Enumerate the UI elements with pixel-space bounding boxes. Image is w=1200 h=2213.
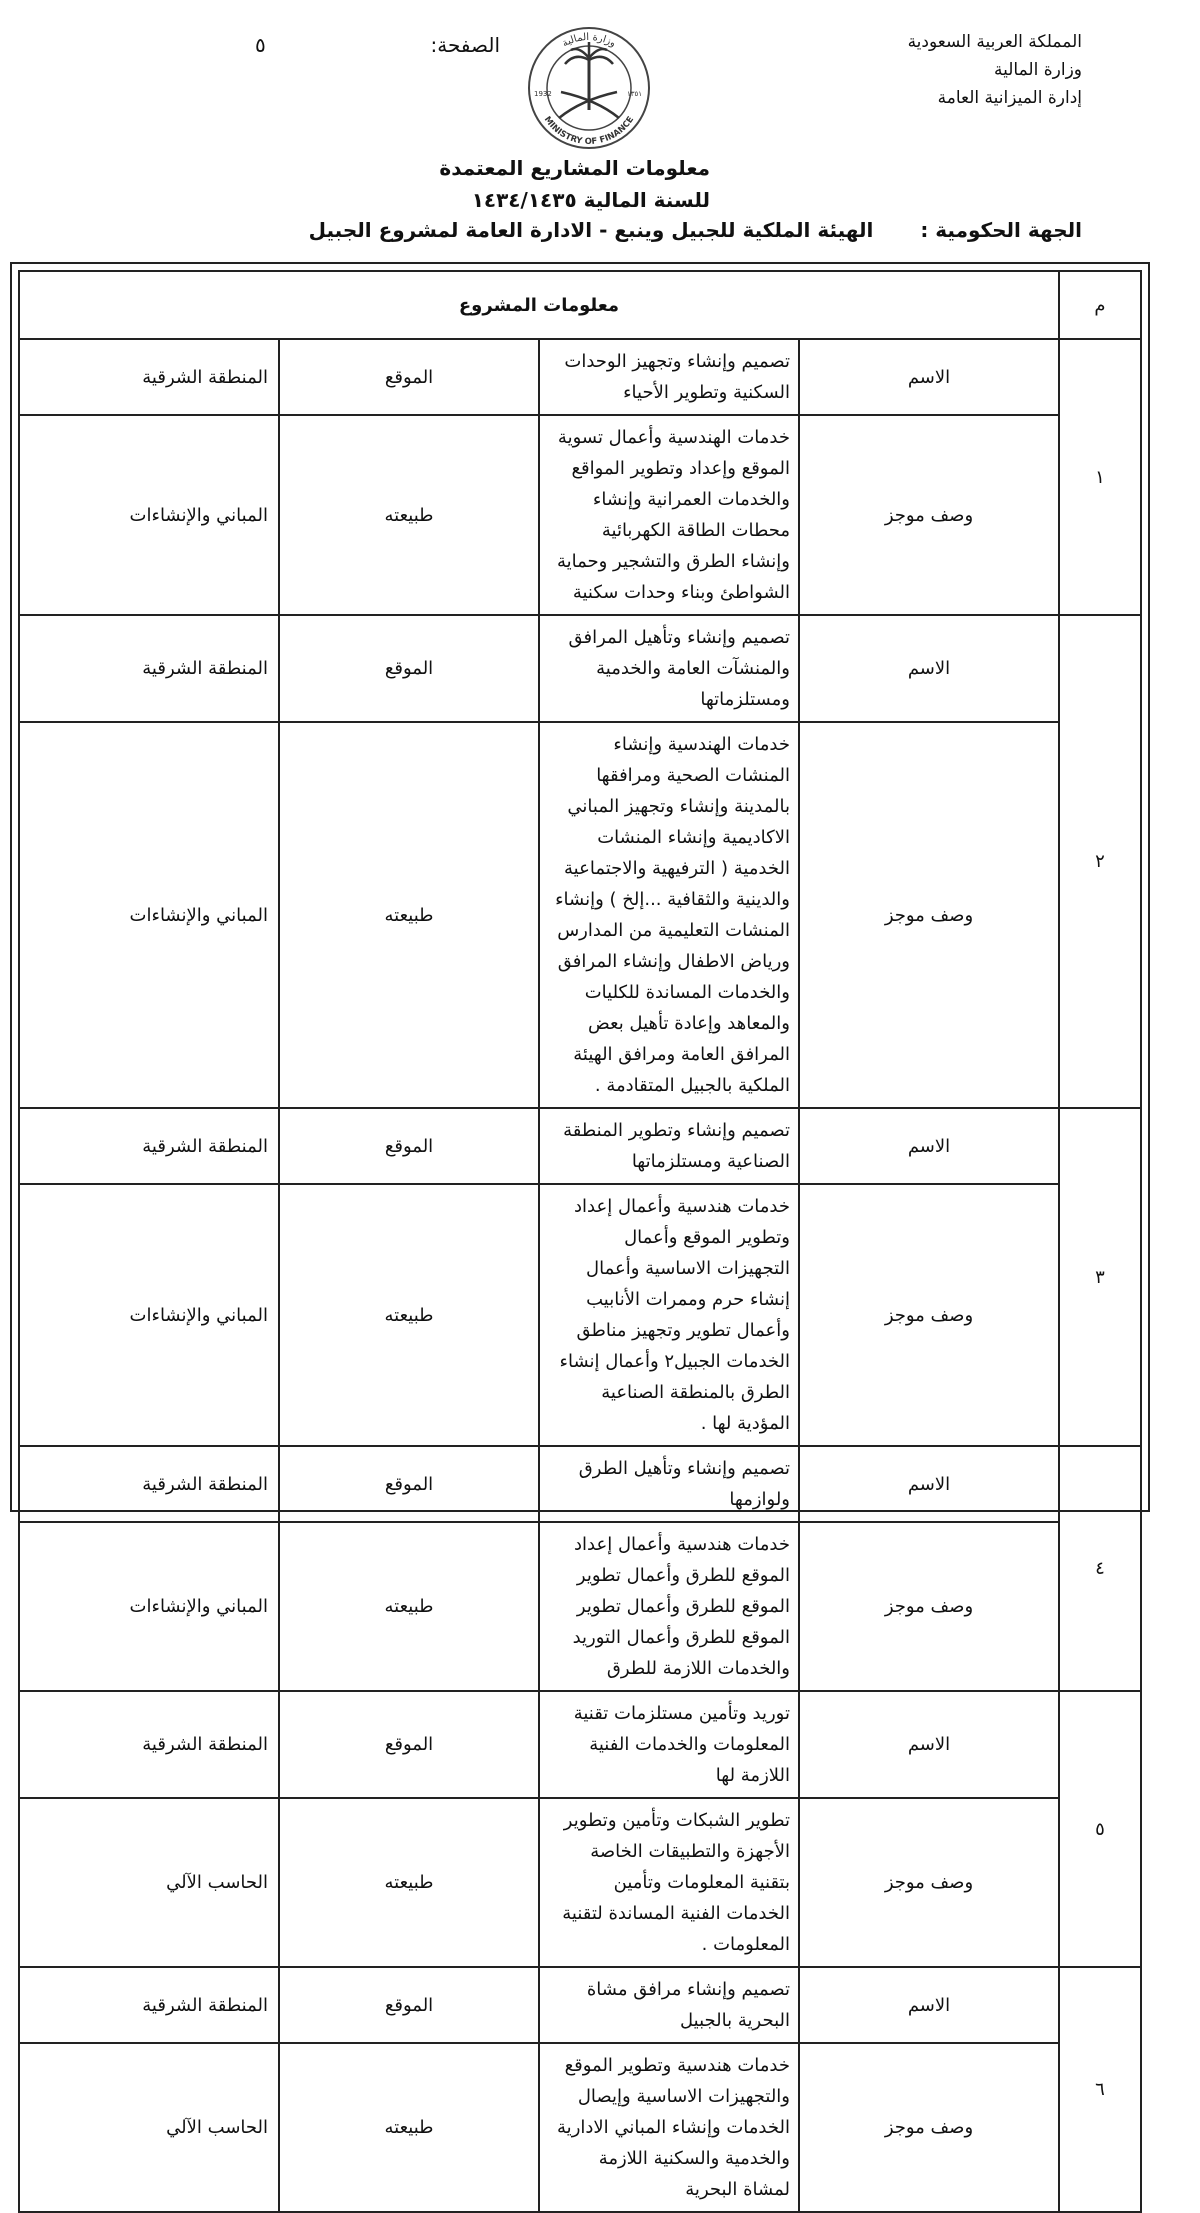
agency-line — [309, 218, 1082, 242]
project-description-row — [19, 415, 1141, 615]
nature-label: طبيعته — [279, 722, 539, 1108]
project-name-row — [19, 339, 1141, 415]
project-name-row — [19, 1108, 1141, 1184]
project-location: المنطقة الشرقية — [19, 1108, 279, 1184]
project-index: ٢ — [1059, 615, 1141, 1108]
project-location: المنطقة الشرقية — [19, 1691, 279, 1798]
location-label: الموقع — [279, 1108, 539, 1184]
info-column-header: معلومات المشروع — [19, 271, 1059, 339]
ministry-name: وزارة المالية — [994, 60, 1082, 80]
ministry-seal-logo — [519, 22, 659, 152]
nature-label: طبيعته — [279, 1184, 539, 1446]
project-description: خدمات هندسية وتطوير الموقع والتجهيزات الاساسية وإيصال الخدمات وإنشاء المباني الادارية والخدمية والسكنية اللازمة لمشاة البحرية — [539, 2043, 799, 2212]
project-description: خدمات هندسية وأعمال إعداد وتطوير الموقع وأعمال التجهيزات الاساسية وأعمال إنشاء حرم وممرات الأنابيب وأعمال تطوير وتجهيز مناطق الخدمات الجبيل٢ وأعمال إنشاء الطرق بالمنطقة الصناعية المؤدية لها . — [539, 1184, 799, 1446]
project-description: خدمات الهندسية وإنشاء المنشات الصحية ومرافقها بالمدينة وإنشاء وتجهيز المباني الاكاديمية وإنشاء المنشات الخدمية ( الترفيهية والاجتماعية والدينية والثقافية ...إلخ ) وإنشاء المنشات التعليمية من المدارس ورياض الاطفال وإنشاء المرافق والخدمات المساندة للكليات والمعاهد وإعادة تأهيل بعض المرافق العامة ومرافق الهيئة الملكية بالجبيل المتقادمة . — [539, 722, 799, 1108]
project-name-row — [19, 615, 1141, 722]
project-description: تطوير الشبكات وتأمين وتطوير الأجهزة والتطبيقات الخاصة بتقنية المعلومات وتأمين الخدمات الفنية المساندة لتقنية المعلومات . — [539, 1798, 799, 1967]
project-name-row — [19, 1967, 1141, 2043]
nature-label: طبيعته — [279, 415, 539, 615]
seal-arabic-text: وزارة المالية — [560, 31, 618, 50]
field-label-description: وصف موجز — [799, 1184, 1059, 1446]
project-nature: المباني والإنشاءات — [19, 722, 279, 1108]
field-label-description: وصف موجز — [799, 1798, 1059, 1967]
nature-label: طبيعته — [279, 1798, 539, 1967]
agency-label: الجهة الحكومية : — [920, 218, 1082, 242]
project-nature: الحاسب الآلي — [19, 2043, 279, 2212]
project-description-row — [19, 1798, 1141, 1967]
project-index: ٤ — [1059, 1446, 1141, 1691]
project-location: المنطقة الشرقية — [19, 615, 279, 722]
field-label-description: وصف موجز — [799, 722, 1059, 1108]
project-index: ٦ — [1059, 1967, 1141, 2212]
project-description: خدمات الهندسية وأعمال تسوية الموقع وإعداد وتطوير المواقع والخدمات العمرانية وإنشاء محطات الطاقة الكهربائية وإنشاء الطرق والتشجير وحماية الشواطئ وبناء وحدات سكنية — [539, 415, 799, 615]
seal-year-left: 1932 — [534, 90, 552, 98]
kingdom-name: المملكة العربية السعودية — [907, 32, 1082, 52]
page-number: ٥ — [255, 33, 266, 57]
project-description-row — [19, 1522, 1141, 1691]
projects-table — [18, 270, 1142, 2213]
seal-english-text: MINISTRY OF FINANCE — [541, 114, 637, 148]
location-label: الموقع — [279, 1967, 539, 2043]
table-header-row — [19, 271, 1141, 339]
project-location: المنطقة الشرقية — [19, 339, 279, 415]
project-nature: المباني والإنشاءات — [19, 1184, 279, 1446]
field-label-name: الاسم — [799, 339, 1059, 415]
project-index: ٥ — [1059, 1691, 1141, 1967]
project-name: تصميم وإنشاء وتطوير المنطقة الصناعية ومستلزماتها — [539, 1108, 799, 1184]
project-name: توريد وتأمين مستلزمات تقنية المعلومات والخدمات الفنية اللازمة لها — [539, 1691, 799, 1798]
field-label-name: الاسم — [799, 615, 1059, 722]
project-description-row — [19, 2043, 1141, 2212]
seal-icon — [519, 22, 659, 152]
nature-label: طبيعته — [279, 1522, 539, 1691]
location-label: الموقع — [279, 339, 539, 415]
field-label-description: وصف موجز — [799, 1522, 1059, 1691]
project-name-row — [19, 1446, 1141, 1522]
letterhead — [908, 28, 1082, 112]
nature-label: طبيعته — [279, 2043, 539, 2212]
location-label: الموقع — [279, 615, 539, 722]
title-line-1: معلومات المشاريع المعتمدة — [439, 156, 710, 180]
project-location: المنطقة الشرقية — [19, 1967, 279, 2043]
document-title — [420, 152, 710, 216]
location-label: الموقع — [279, 1446, 539, 1522]
field-label-name: الاسم — [799, 1108, 1059, 1184]
project-name: تصميم وإنشاء وتأهيل الطرق ولوازمها — [539, 1446, 799, 1522]
field-label-name: الاسم — [799, 1446, 1059, 1522]
project-name: تصميم وإنشاء وتأهيل المرافق والمنشآت العامة والخدمية ومستلزماتها — [539, 615, 799, 722]
page-indicator — [255, 33, 500, 57]
project-description-row — [19, 722, 1141, 1108]
project-location: المنطقة الشرقية — [19, 1446, 279, 1522]
svg-text:MINISTRY OF FINANCE — [542, 115, 636, 147]
seal-year-right: ١٣٥١ — [627, 90, 643, 98]
field-label-description: وصف موجز — [799, 415, 1059, 615]
project-name: تصميم وإنشاء مرافق مشاة البحرية بالجبيل — [539, 1967, 799, 2043]
location-label: الموقع — [279, 1691, 539, 1798]
project-index: ٣ — [1059, 1108, 1141, 1446]
project-nature: المباني والإنشاءات — [19, 1522, 279, 1691]
field-label-name: الاسم — [799, 1967, 1059, 2043]
index-column-header: م — [1059, 271, 1141, 339]
project-nature: المباني والإنشاءات — [19, 415, 279, 615]
project-index: ١ — [1059, 339, 1141, 615]
project-name-row — [19, 1691, 1141, 1798]
field-label-name: الاسم — [799, 1691, 1059, 1798]
page-label: الصفحة: — [430, 33, 500, 57]
project-description-row — [19, 1184, 1141, 1446]
project-description: خدمات هندسية وأعمال إعداد الموقع للطرق وأعمال تطوير الموقع للطرق وأعمال تطوير الموقع للطرق وأعمال التوريد والخدمات اللازمة للطرق — [539, 1522, 799, 1691]
agency-value: الهيئة الملكية للجبيل وينبع - الادارة العامة لمشروع الجبيل — [308, 218, 874, 242]
field-label-description: وصف موجز — [799, 2043, 1059, 2212]
project-name: تصميم وإنشاء وتجهيز الوحدات السكنية وتطوير الأحياء — [539, 339, 799, 415]
department-name: إدارة الميزانية العامة — [937, 88, 1082, 108]
title-line-2: للسنة المالية ١٤٣٤/١٤٣٥ — [471, 188, 710, 212]
project-nature: الحاسب الآلي — [19, 1798, 279, 1967]
